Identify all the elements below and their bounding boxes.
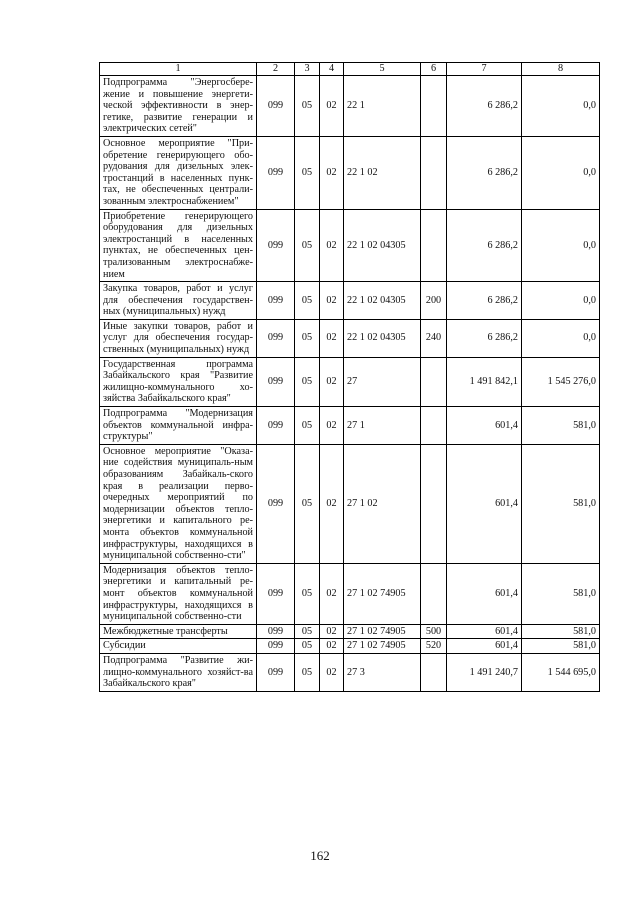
subsection-code-cell: 02 (320, 282, 344, 320)
section-code-cell: 05 (295, 282, 320, 320)
subsection-code-cell: 02 (320, 76, 344, 137)
section-code-cell: 05 (295, 639, 320, 654)
row-name-cell: Подпрограмма "Модернизация объектов коммунальной инфра-структуры" (100, 407, 257, 445)
grbs-code-cell: 099 (257, 563, 295, 624)
section-code-cell: 05 (295, 624, 320, 639)
column-header: 6 (421, 63, 447, 76)
column-header: 5 (344, 63, 421, 76)
table-row (100, 76, 600, 137)
amount-year1-cell: 1 491 240,7 (447, 653, 522, 691)
amount-year1-cell: 1 491 842,1 (447, 357, 522, 406)
section-code-cell: 05 (295, 563, 320, 624)
row-name-cell: Подпрограмма "Развитие жи-лищно-коммунального хозяйст-ва Забайкальского края" (100, 653, 257, 691)
amount-year2-cell: 581,0 (522, 444, 600, 563)
expense-type-cell (421, 209, 447, 282)
amount-year2-cell: 0,0 (522, 76, 600, 137)
section-code-cell: 05 (295, 357, 320, 406)
table-row (100, 357, 600, 406)
subsection-code-cell: 02 (320, 563, 344, 624)
row-name-cell: Приобретение генерирующего оборудования для дизельных электростанций в населенных пунктах, не обеспеченных цен-трализованным электроснабже-нием (100, 209, 257, 282)
amount-year1-cell: 6 286,2 (447, 282, 522, 320)
grbs-code-cell: 099 (257, 357, 295, 406)
expense-type-cell (421, 563, 447, 624)
table-row (100, 136, 600, 209)
subsection-code-cell: 02 (320, 357, 344, 406)
amount-year1-cell: 6 286,2 (447, 319, 522, 357)
amount-year1-cell: 601,4 (447, 444, 522, 563)
row-name-cell: Модернизация объектов тепло-энергетики и капитальный ре-монт объектов коммунальной инфраструктуры, находящихся в муниципальной собственно-сти (100, 563, 257, 624)
target-article-cell: 27 1 02 (344, 444, 421, 563)
amount-year2-cell: 581,0 (522, 407, 600, 445)
subsection-code-cell: 02 (320, 209, 344, 282)
expense-type-cell (421, 407, 447, 445)
table-row (100, 653, 600, 691)
column-header: 1 (100, 63, 257, 76)
target-article-cell: 27 3 (344, 653, 421, 691)
expense-type-cell (421, 357, 447, 406)
grbs-code-cell: 099 (257, 653, 295, 691)
grbs-code-cell: 099 (257, 444, 295, 563)
subsection-code-cell: 02 (320, 639, 344, 654)
table-row (100, 282, 600, 320)
amount-year2-cell: 581,0 (522, 624, 600, 639)
subsection-code-cell: 02 (320, 319, 344, 357)
section-code-cell: 05 (295, 653, 320, 691)
expense-type-cell (421, 136, 447, 209)
column-header: 7 (447, 63, 522, 76)
column-header: 2 (257, 63, 295, 76)
target-article-cell: 22 1 02 04305 (344, 282, 421, 320)
row-name-cell: Иные закупки товаров, работ и услуг для обеспечения государ-ственных (муниципальных) нужд (100, 319, 257, 357)
row-name-cell: Межбюджетные трансферты (100, 624, 257, 639)
target-article-cell: 22 1 02 04305 (344, 209, 421, 282)
expense-type-cell: 520 (421, 639, 447, 654)
section-code-cell: 05 (295, 319, 320, 357)
column-header: 3 (295, 63, 320, 76)
row-name-cell: Субсидии (100, 639, 257, 654)
section-code-cell: 05 (295, 407, 320, 445)
section-code-cell: 05 (295, 444, 320, 563)
target-article-cell: 27 (344, 357, 421, 406)
expense-type-cell: 240 (421, 319, 447, 357)
target-article-cell: 27 1 02 74905 (344, 624, 421, 639)
amount-year2-cell: 581,0 (522, 563, 600, 624)
table-row (100, 319, 600, 357)
table-row (100, 639, 600, 654)
row-name-cell: Закупка товаров, работ и услуг для обеспечения государствен-ных (муниципальных) нужд (100, 282, 257, 320)
target-article-cell: 22 1 02 04305 (344, 319, 421, 357)
target-article-cell: 22 1 02 (344, 136, 421, 209)
grbs-code-cell: 099 (257, 76, 295, 137)
subsection-code-cell: 02 (320, 444, 344, 563)
row-name-cell: Государственная программа Забайкальского края "Развитие жилищно-коммунального хо-зяйства Забайкальского края" (100, 357, 257, 406)
table-row (100, 209, 600, 282)
table-body (100, 76, 600, 692)
expense-type-cell: 500 (421, 624, 447, 639)
amount-year1-cell: 6 286,2 (447, 76, 522, 137)
expense-type-cell (421, 76, 447, 137)
amount-year2-cell: 0,0 (522, 136, 600, 209)
target-article-cell: 22 1 (344, 76, 421, 137)
amount-year1-cell: 601,4 (447, 624, 522, 639)
grbs-code-cell: 099 (257, 407, 295, 445)
amount-year2-cell: 0,0 (522, 209, 600, 282)
amount-year1-cell: 601,4 (447, 639, 522, 654)
amount-year1-cell: 6 286,2 (447, 136, 522, 209)
target-article-cell: 27 1 02 74905 (344, 563, 421, 624)
row-name-cell: Подпрограмма "Энергосбере-жение и повышение энергети-ческой эффективности в энер-гетике, развитие генерации и электрических сетей" (100, 76, 257, 137)
row-name-cell: Основное мероприятие "Оказа-ние содействия муниципаль-ным образованиям Забайкаль-ского края в реализации перво-очередных мероприятий по модернизации объектов тепло-энергетики и капитального ре-монта объектов коммунальной инфраструктуры, находящихся в муниципальной собственно-сти" (100, 444, 257, 563)
grbs-code-cell: 099 (257, 282, 295, 320)
table-header-row (100, 63, 600, 76)
amount-year2-cell: 581,0 (522, 639, 600, 654)
page-number: 162 (310, 848, 330, 863)
amount-year1-cell: 601,4 (447, 407, 522, 445)
section-code-cell: 05 (295, 136, 320, 209)
table-row (100, 407, 600, 445)
amount-year2-cell: 0,0 (522, 319, 600, 357)
table-row (100, 624, 600, 639)
subsection-code-cell: 02 (320, 653, 344, 691)
section-code-cell: 05 (295, 76, 320, 137)
expense-type-cell: 200 (421, 282, 447, 320)
amount-year2-cell: 1 545 276,0 (522, 357, 600, 406)
subsection-code-cell: 02 (320, 136, 344, 209)
grbs-code-cell: 099 (257, 319, 295, 357)
row-name-cell: Основное мероприятие "При-обретение генерирующего обо-рудования для дизельных элек-тростанций в населенных пунк-тах, не обеспеченных централи-зованным электроснабжением" (100, 136, 257, 209)
grbs-code-cell: 099 (257, 209, 295, 282)
column-header: 4 (320, 63, 344, 76)
subsection-code-cell: 02 (320, 407, 344, 445)
expense-type-cell (421, 444, 447, 563)
amount-year1-cell: 601,4 (447, 563, 522, 624)
budget-table (99, 62, 600, 692)
column-header: 8 (522, 63, 600, 76)
amount-year1-cell: 6 286,2 (447, 209, 522, 282)
table-row (100, 563, 600, 624)
section-code-cell: 05 (295, 209, 320, 282)
target-article-cell: 27 1 (344, 407, 421, 445)
amount-year2-cell: 0,0 (522, 282, 600, 320)
grbs-code-cell: 099 (257, 136, 295, 209)
expense-type-cell (421, 653, 447, 691)
grbs-code-cell: 099 (257, 639, 295, 654)
amount-year2-cell: 1 544 695,0 (522, 653, 600, 691)
grbs-code-cell: 099 (257, 624, 295, 639)
table-row (100, 444, 600, 563)
target-article-cell: 27 1 02 74905 (344, 639, 421, 654)
subsection-code-cell: 02 (320, 624, 344, 639)
